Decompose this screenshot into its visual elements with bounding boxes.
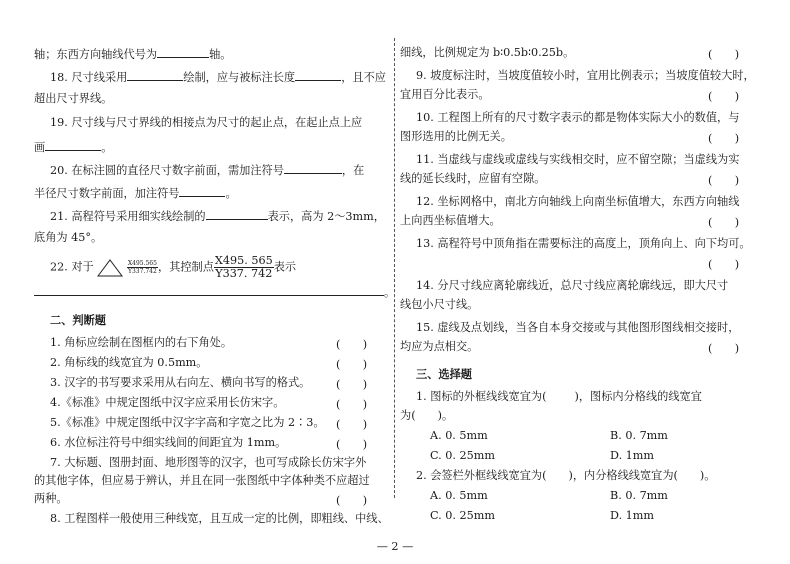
judge-13: 13. 高程符号中顶角指在需要标注的高度上，顶角向上、向下均可。: [416, 237, 751, 250]
answer-paren[interactable]: ( ): [708, 48, 740, 61]
judge-11-cont: 线的延长线时，应留有空隙。: [400, 172, 546, 185]
question-21: 21. 高程符号采用细实线绘制的 表示，高为 2～3mm，: [50, 210, 385, 223]
choice-1-cont: 为( )。: [400, 409, 454, 422]
question-20: 20. 在标注圆的直径尺寸数字前面，需加注符号 ，在: [50, 164, 365, 177]
answer-blank[interactable]: [34, 284, 384, 296]
choice-1: 1. 图标的外框线线宽宜为( )，图标内分格线的线宽宜: [416, 390, 702, 403]
section-choice-title: 三、选择题: [416, 367, 472, 381]
question-18-cont: 超出尺寸界线。: [34, 92, 113, 105]
judge-7: 7. 大标题、图册封面、地形图等的汉字，也可写成除长仿宋字外: [50, 456, 367, 469]
choice-1-option-a[interactable]: A. 0. 5mm: [430, 429, 488, 442]
judge-4: 4.《标准》中规定图纸中汉字应采用长仿宋字。: [50, 396, 285, 409]
answer-paren[interactable]: ( ): [708, 342, 740, 355]
judge-5: 5.《标准》中规定图纸中汉字字高和字宽之比为 2∶3。: [50, 416, 325, 429]
question-18: 18. 尺寸线采用 绘制，应与被标注长度 ，且不应: [50, 71, 386, 84]
judge-3: 3. 汉字的书写要求采用从右向左、横向书写的格式。: [50, 376, 311, 389]
answer-blank[interactable]: [179, 185, 225, 197]
answer-paren[interactable]: ( ): [708, 258, 740, 271]
answer-paren[interactable]: ( ): [708, 216, 740, 229]
answer-paren[interactable]: ( ): [708, 90, 740, 103]
answer-paren[interactable]: ( ): [708, 174, 740, 187]
choice-2-option-c[interactable]: C. 0. 25mm: [430, 509, 495, 522]
answer-paren[interactable]: ( ): [336, 494, 368, 507]
answer-paren[interactable]: ( ): [336, 358, 368, 371]
question-22: 22. 对于 $\frac{X495.565}{Y337.742}$ ，其控制点 $\frac{X495. 565}{Y337. 742}$ 表示: [50, 254, 297, 280]
left-line-1: 轴；东西方向轴线代号为 轴。: [34, 48, 232, 61]
judge-8-cont: 细线，比例规定为 b∶0.5b∶0.25b。: [400, 46, 575, 59]
judge-10-cont: 图形选用的比例无关。: [400, 130, 512, 143]
judge-6: 6. 水位标注符号中细实线间的间距宜为 1mm。: [50, 436, 287, 449]
answer-paren[interactable]: ( ): [336, 418, 368, 431]
control-point-small-label: $\frac{X495.565}{Y337.742}$: [127, 260, 157, 275]
elevation-triangle-icon: [97, 259, 123, 277]
judge-14-cont: 线包小尺寸线。: [400, 298, 479, 311]
judge-1: 1. 角标应绘制在图框内的右下角处。: [50, 336, 233, 349]
answer-paren[interactable]: ( ): [336, 438, 368, 451]
answer-paren[interactable]: ( ): [336, 338, 368, 351]
judge-8: 8. 工程图样一般使用三种线宽，且互成一定的比例，即粗线、中线、: [50, 512, 389, 525]
question-21-cont: 底角为 45°。: [34, 231, 103, 244]
judge-12: 12. 坐标网格中，南北方向轴线上向南坐标值增大，东西方向轴线: [416, 195, 740, 208]
choice-2: 2. 会签栏外框线线宽宜为( )，内分格线线宽宜为( )。: [416, 469, 716, 482]
choice-1-option-c[interactable]: C. 0. 25mm: [430, 449, 495, 462]
column-divider: [394, 38, 395, 498]
question-22-answer-line: 。: [34, 284, 395, 300]
page-number: — 2 —: [376, 540, 414, 553]
choice-1-option-b[interactable]: B. 0. 7mm: [610, 429, 668, 442]
answer-paren[interactable]: ( ): [336, 378, 368, 391]
choice-2-option-b[interactable]: B. 0. 7mm: [610, 489, 668, 502]
answer-paren[interactable]: ( ): [336, 398, 368, 411]
answer-blank[interactable]: [157, 46, 209, 58]
control-point-fraction: $\frac{X495. 565}{Y337. 742}$: [214, 254, 273, 280]
answer-blank[interactable]: [284, 162, 342, 174]
judge-12-cont: 上向西坐标值增大。: [400, 214, 501, 227]
question-20-cont: 半径尺寸数字前面，加注符号 。: [34, 187, 237, 200]
choice-2-option-d[interactable]: D. 1mm: [610, 509, 655, 522]
judge-2: 2. 角标线的线宽宜为 0.5mm。: [50, 356, 208, 369]
answer-blank[interactable]: [45, 139, 101, 151]
judge-15-cont: 均应为点相交。: [400, 340, 479, 353]
judge-14: 14. 分尺寸线应离轮廓线近，总尺寸线应离轮廓线远，即大尺寸: [416, 279, 729, 292]
answer-paren[interactable]: ( ): [708, 132, 740, 145]
judge-15: 15. 虚线及点划线，当各自本身交接或与其他图形图线相交接时，: [416, 321, 740, 334]
question-19-cont: 画 。: [34, 141, 113, 154]
judge-9: 9. 坡度标注时，当坡度值较小时，宜用比例表示；当坡度值较大时，: [416, 69, 755, 82]
judge-11: 11. 当虚线与虚线或虚线与实线相交时，应不留空隙；当虚线为实: [416, 153, 740, 166]
judge-7-cont: 的其他字体，但应易于辨认，并且在同一张图纸中字体种类不应超过: [34, 474, 370, 487]
question-19: 19. 尺寸线与尺寸界线的相接点为尺寸的起止点，在起止点上应: [50, 116, 363, 129]
section-true-false-title: 二、判断题: [50, 313, 106, 327]
answer-blank[interactable]: [127, 69, 183, 81]
judge-7-cont2: 两种。: [34, 492, 68, 505]
answer-blank[interactable]: [206, 208, 268, 220]
judge-9-cont: 宜用百分比表示。: [400, 88, 490, 101]
choice-1-option-d[interactable]: D. 1mm: [610, 449, 655, 462]
judge-10: 10. 工程图上所有的尺寸数字表示的都是物体实际大小的数值，与: [416, 111, 740, 124]
choice-2-option-a[interactable]: A. 0. 5mm: [430, 489, 488, 502]
answer-blank[interactable]: [295, 69, 341, 81]
